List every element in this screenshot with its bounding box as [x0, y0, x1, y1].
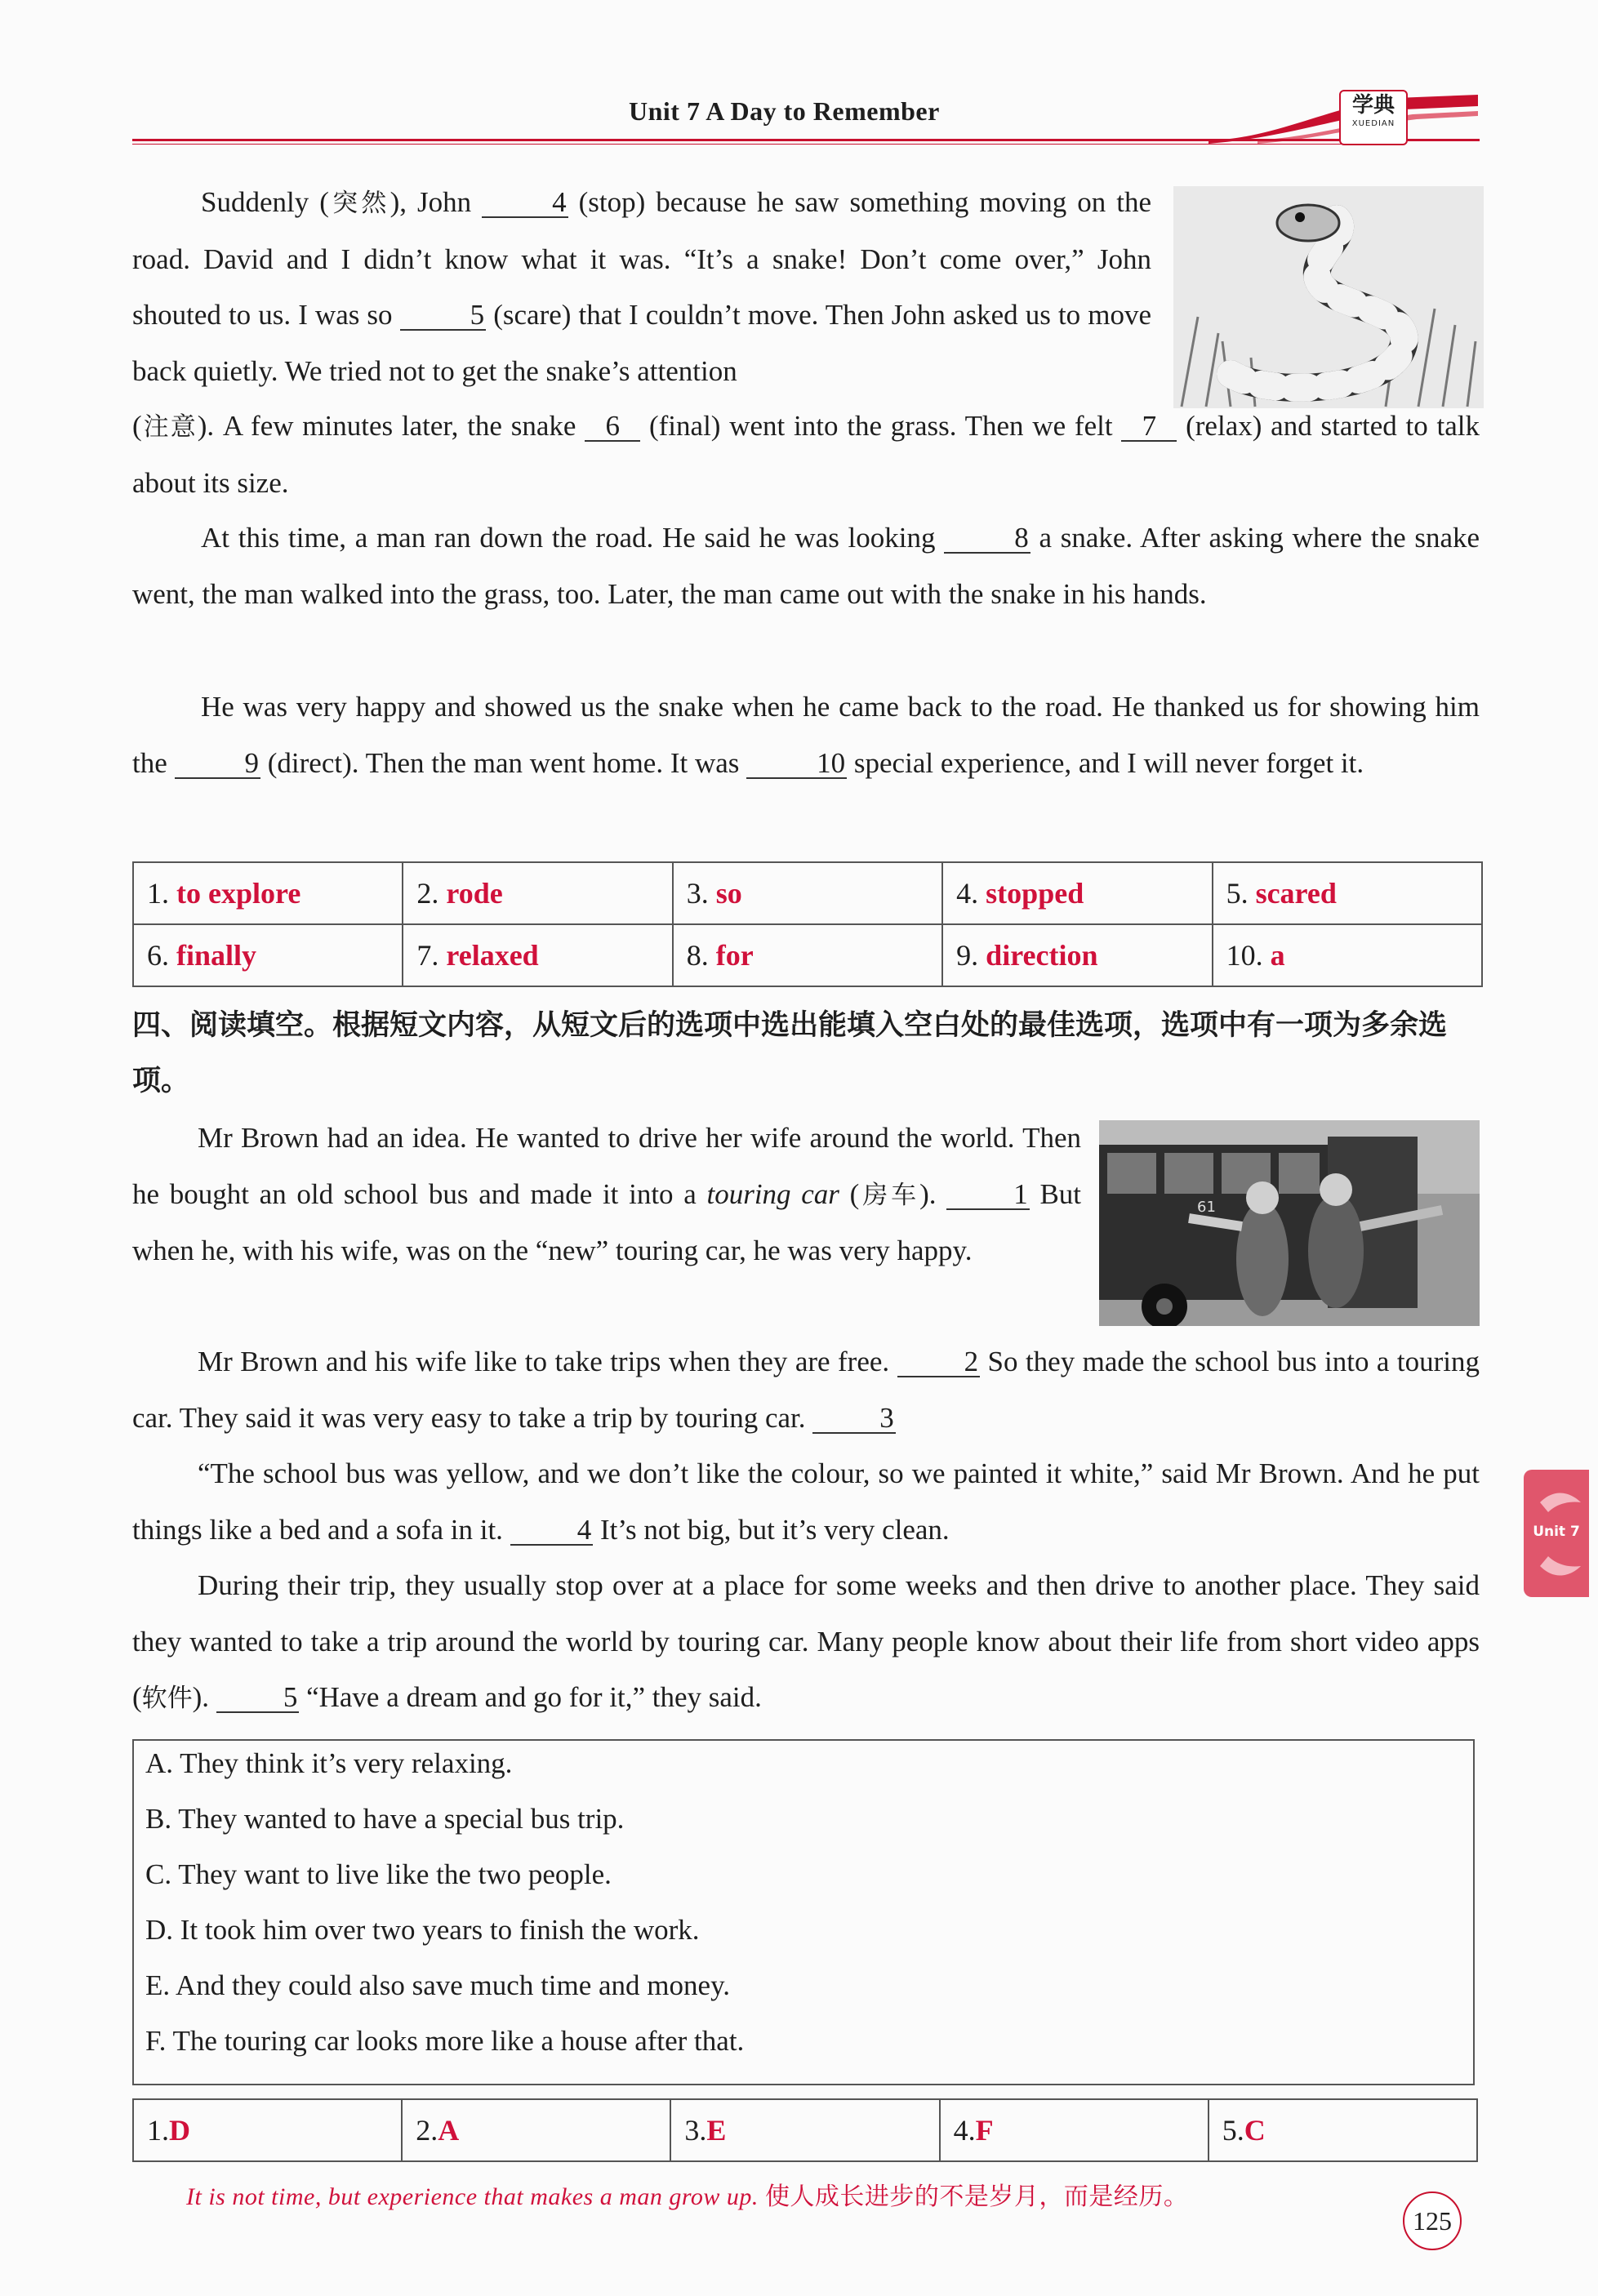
answer-number: 10. — [1226, 939, 1263, 972]
footer-quote — [186, 2176, 1188, 2212]
footer-quote-en: It is not time, but experience that makes a man grow up. — [186, 2183, 759, 2210]
answer-value: C — [1244, 2114, 1266, 2147]
answer-value: scared — [1255, 877, 1337, 910]
blank-5: 5 — [400, 301, 487, 331]
text-cn: 突然 — [328, 189, 390, 218]
option-d: D. It took him over two years to finish the work. — [145, 1914, 700, 1946]
blank-2: 2 — [897, 1348, 981, 1377]
text: (scare) that I couldn’t move. Then John asked us to move back quietly. We tried not to get the snake’s attention — [132, 299, 1152, 387]
text: Mr Brown had an idea. He wanted to drive her wife around the world. Then he bought an old school bus and made it into a — [132, 1122, 1081, 1210]
answer-number: 4. — [953, 2114, 976, 2147]
table-row — [133, 2099, 1477, 2161]
text: (relax) and started to talk about its size. — [132, 410, 1480, 499]
answer-value: for — [715, 939, 754, 972]
answer-cell — [673, 862, 942, 924]
text: ), John — [389, 186, 472, 218]
page-header-title: Unit 7 A Day to Remember — [629, 96, 940, 126]
answer-cell — [940, 2099, 1209, 2161]
answer-cell — [673, 924, 942, 986]
header-rule — [132, 139, 1480, 141]
text-cn: 注意 — [141, 412, 198, 442]
snake-illustration — [1173, 186, 1484, 408]
text: “Have a dream and go for it,” they said. — [306, 1681, 762, 1713]
answer-cell — [1213, 862, 1482, 924]
answer-cell — [942, 924, 1212, 986]
text: special experience, and I will never forget it. — [853, 746, 1364, 779]
table-row — [133, 924, 1482, 986]
answer-number: 2. — [416, 2114, 438, 2147]
answer-number: 8. — [686, 939, 709, 972]
answer-cell — [403, 862, 672, 924]
option-a: A. They think it’s very relaxing. — [145, 1747, 513, 1779]
answer-value: direction — [986, 939, 1098, 972]
passage3-paragraph2 — [132, 510, 1480, 622]
text: ). — [919, 1177, 937, 1210]
answer-value: a — [1270, 939, 1285, 972]
blank-8: 8 — [944, 524, 1030, 554]
blank-4b: 4 — [510, 1516, 594, 1546]
header-rule-thin — [132, 144, 1349, 145]
passage3-paragraph1-top — [132, 175, 1151, 399]
text: Suddenly ( — [201, 186, 329, 218]
option-c: C. They want to live like the two people. — [145, 1858, 612, 1890]
option-f: F. The touring car looks more like a house after that. — [145, 2025, 745, 2057]
text-italic: touring car — [706, 1177, 839, 1210]
text: ( — [849, 1177, 860, 1210]
passage4-paragraph1 — [132, 1110, 1081, 1279]
side-tab-label: Unit 7 — [1533, 1524, 1580, 1540]
answer-number: 3. — [686, 877, 709, 910]
blank-1: 1 — [946, 1181, 1030, 1210]
text: a snake. After asking where the snake went, the man walked into the grass, too. Later, the man came out with the snake in his hands. — [132, 522, 1480, 610]
answer-cell — [133, 924, 403, 986]
answer-number: 1. — [147, 2114, 169, 2147]
unit-side-tab[interactable] — [1524, 1470, 1589, 1597]
answer-value: finally — [176, 939, 257, 972]
bus-photo — [1099, 1120, 1480, 1326]
answer-number: 5. — [1222, 2114, 1244, 2147]
answer-number: 4. — [956, 877, 979, 910]
text: “The school bus was yellow, and we don’t like the colour, so we painted it white,” said Mr Brown. And he put things like a bed and a sofa in it. — [132, 1457, 1480, 1546]
blank-10: 10 — [746, 750, 847, 779]
text: (direct). Then the man went home. It was — [267, 746, 740, 779]
text: He was very happy and showed us the snake when he came back to the road. He thanked us for showing him the — [132, 691, 1480, 779]
passage3-paragraph3 — [132, 679, 1480, 791]
text: During their trip, they usually stop over at a place for some weeks and then drive to another place. They said they wanted to take a trip around the world by touring car. Many people know about their life from short video apps ( — [132, 1569, 1480, 1713]
answer-cell — [670, 2099, 939, 2161]
blank-5b: 5 — [216, 1684, 300, 1713]
answer-cell — [402, 2099, 670, 2161]
answer-value: E — [706, 2114, 727, 2147]
section-title: 四、阅读填空。根据短文内容，从短文后的选项中选出能填入空白处的最佳选项，选项中有一项为多余选项。 — [132, 1009, 1448, 1097]
blank-6: 6 — [585, 412, 640, 442]
answer-cell — [1209, 2099, 1477, 2161]
text: It’s not big, but it’s very clean. — [599, 1513, 950, 1546]
answer-number: 6. — [147, 939, 169, 972]
passage3-paragraph1-bottom — [132, 398, 1480, 511]
text: ( — [132, 410, 142, 442]
option-e: E. And they could also save much time and money. — [145, 1969, 731, 2001]
answer-value: relaxed — [446, 939, 539, 972]
text: Mr Brown and his wife like to take trips when they are free. — [198, 1346, 890, 1377]
option-b: B. They wanted to have a special bus trip. — [145, 1803, 625, 1835]
answer-cell — [1213, 924, 1482, 986]
answer-value: stopped — [986, 877, 1084, 910]
answer-value: D — [169, 2114, 190, 2147]
answer-cell — [133, 862, 403, 924]
text: ). — [192, 1681, 210, 1713]
answer-cell — [133, 2099, 402, 2161]
answer-number: 3. — [684, 2114, 707, 2147]
page-number: 125 — [1403, 2191, 1462, 2250]
passage4-paragraph4 — [132, 1558, 1480, 1727]
blank-4: 4 — [482, 189, 568, 218]
answer-number: 1. — [147, 877, 169, 910]
answer-table-2 — [132, 2098, 1478, 2162]
text-cn: 房车 — [859, 1180, 920, 1210]
answer-value: to explore — [176, 877, 301, 910]
xuedian-logo — [1339, 90, 1408, 145]
text: But when he, with his wife, was on the “new” touring car, he was very happy. — [132, 1177, 1082, 1266]
table-row — [133, 862, 1482, 924]
answer-table-1 — [132, 861, 1483, 987]
answer-number: 2. — [416, 877, 439, 910]
answer-number: 5. — [1226, 877, 1249, 910]
logo-cn: 学典 — [1351, 93, 1395, 118]
svg-text:61: 61 — [1197, 1199, 1216, 1216]
blank-3: 3 — [812, 1404, 896, 1434]
logo-en: XUEDIAN — [1351, 119, 1395, 128]
answer-cell — [403, 924, 672, 986]
passage4-paragraph3 — [132, 1446, 1480, 1558]
answer-value: A — [438, 2114, 460, 2147]
footer-quote-cn: 使人成长进步的不是岁月，而是经历。 — [764, 2183, 1189, 2211]
text: ). A few minutes later, the snake — [197, 410, 576, 442]
answer-value: so — [715, 877, 742, 910]
text-cn: 软件 — [141, 1684, 193, 1713]
answer-number: 9. — [956, 939, 979, 972]
text: (stop) because he saw something moving on the road. David and I didn’t know what it was. “It’s a snake! Don’t come over,” John shouted to us. I was so — [132, 186, 1152, 331]
text: So they made the school bus into a touring car. They said it was very easy to take a trip by touring car. — [132, 1346, 1480, 1434]
text: (final) went into the grass. Then we felt — [649, 410, 1113, 442]
answer-number: 7. — [416, 939, 439, 972]
passage4-paragraph2 — [132, 1334, 1480, 1446]
blank-9: 9 — [175, 750, 261, 779]
answer-cell — [942, 862, 1212, 924]
blank-7: 7 — [1121, 412, 1177, 442]
answer-value: F — [975, 2114, 994, 2147]
text: At this time, a man ran down the road. He said he was looking — [201, 522, 936, 554]
answer-value: rode — [446, 877, 503, 910]
